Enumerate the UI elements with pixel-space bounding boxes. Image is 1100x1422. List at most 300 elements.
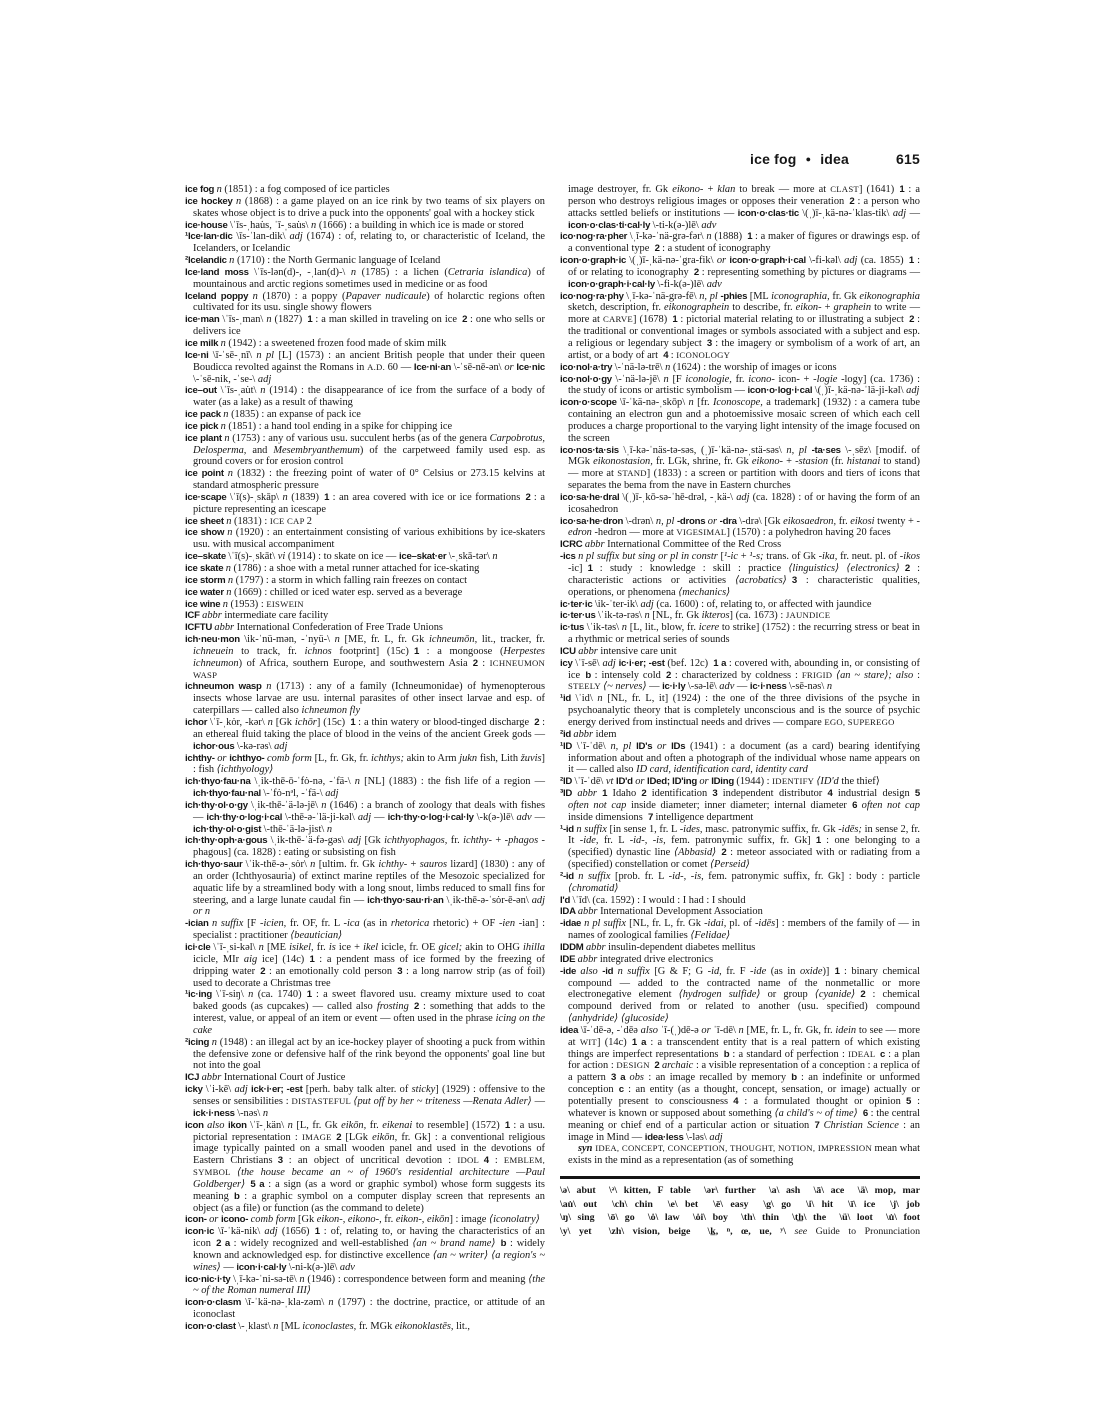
dictionary-entry	[185, 266, 548, 291]
entry-text-segment: ice hockey	[185, 195, 237, 207]
entry-text-segment: ²-id	[560, 870, 579, 882]
right-column	[560, 184, 923, 1333]
entry-text-segment: ichthyo-	[229, 752, 268, 764]
entry-text-segment: : a visible representation of a conception : a replica of a pattern	[568, 1060, 923, 1084]
entry-text-segment: —	[909, 207, 923, 219]
dictionary-entry	[560, 965, 923, 1025]
entry-text-segment: 1	[504, 1119, 514, 1131]
entry-text-segment: 2	[472, 657, 483, 669]
dictionary-entry	[560, 373, 923, 398]
entry-text-segment: ID'd	[616, 776, 636, 788]
entry-text-segment: Herpestes ichneumon	[193, 645, 548, 669]
entry-text-segment: to write — more at	[568, 302, 923, 326]
dictionary-entry	[185, 421, 545, 433]
entry-text-segment: 5	[905, 1095, 918, 1107]
entry-text-segment: ic·i·er; -est	[618, 657, 668, 669]
entry-text-segment: : a thin watery or blood-tinged discharge	[358, 716, 535, 728]
entry-text-segment: [F	[672, 373, 686, 385]
entry-text-segment: ich·thy·ol·o·gist	[193, 823, 264, 835]
entry-text-segment: 2	[654, 243, 663, 255]
entry-text-segment: 1	[672, 314, 681, 326]
entry-text-segment: : a plan for action :	[568, 1048, 923, 1072]
entry-text-segment: icing on the cake	[193, 1013, 548, 1036]
entry-text-segment: ic·i·ness	[749, 681, 789, 693]
entry-text-segment: 60 —	[387, 361, 414, 373]
entry-text-segment: 1	[309, 953, 320, 965]
dictionary-entry	[185, 195, 548, 220]
entry-text-segment: EMBLEM, SYMBOL	[193, 1155, 548, 1178]
entry-text-segment: +	[824, 302, 834, 314]
entry-text-segment: insulin-dependent diabetes mellitus	[608, 942, 756, 953]
entry-text-segment: (ca. 1828) : of or having the form of an icosahedron	[568, 491, 923, 515]
entry-text-segment: \ä\ mop, mar	[857, 1185, 920, 1197]
entry-text-segment: or	[217, 752, 230, 764]
entry-text-segment: \-drən\	[625, 515, 656, 527]
entry-text-segment	[844, 1185, 857, 1196]
entry-text-segment: \ī-ˈkä-nə-ˌkla-zəm\	[245, 1297, 329, 1309]
entry-text-segment: -icien,	[260, 918, 290, 930]
entry-text-segment: International Committee of the Red Cross	[607, 539, 782, 551]
entry-text-segment: ici·cle	[185, 942, 214, 953]
entry-text-segment: 2	[860, 989, 873, 1001]
entry-text-segment: icon-	[185, 1214, 210, 1226]
dictionary-entry	[185, 835, 545, 859]
entry-text-segment: icicle, fr. OE	[381, 942, 439, 953]
running-head	[185, 151, 920, 167]
entry-text-segment: [ME	[266, 942, 290, 953]
dictionary-entry	[560, 539, 920, 551]
dictionary-entry	[185, 859, 548, 918]
entry-text-segment: \-ˈnä-lə-trē\	[614, 361, 666, 373]
entry-text-segment: ] (1678)	[632, 314, 673, 326]
entry-text-segment: IDed; ID'ing	[647, 776, 700, 788]
entry-text-segment: Idaho	[612, 788, 642, 800]
entry-text-segment	[635, 1212, 648, 1223]
entry-text-segment: ¹id	[560, 693, 576, 705]
entry-text-segment	[873, 1212, 886, 1223]
entry-text-segment: : the central meaning or chief end of a particular action or situation	[568, 1107, 923, 1131]
entry-text-segment: n	[826, 681, 833, 693]
entry-text-segment: -phagos	[504, 835, 542, 847]
entry-text-segment: ⟨hydrogen sulfide⟩	[678, 989, 768, 1001]
entry-text-segment: IDDM	[560, 942, 586, 953]
entry-text-segment: image destroyer, fr. Gk	[568, 184, 673, 195]
entry-text-segment: :	[670, 349, 677, 361]
entry-text-segment: International Confederation of Free Trade Unions	[236, 622, 443, 634]
entry-text-segment: adj	[709, 1131, 723, 1143]
entry-text-segment: STAND	[617, 468, 647, 479]
entry-text-segment: International Development Association	[600, 906, 763, 918]
entry-text-segment: (1624) : the worship of images or icons	[672, 361, 837, 373]
entry-text-segment: 2	[462, 314, 471, 326]
entry-text-segment: (1646) : a branch of zoology that deals with fishes —	[193, 799, 548, 823]
entry-text-segment: (1946) : correspondence between form and meaning	[307, 1273, 529, 1285]
entry-text-segment: vt	[605, 776, 617, 788]
entry-text-segment: -ide,	[579, 835, 604, 847]
entry-text-segment: ] (15c)	[316, 716, 351, 728]
entry-text-segment: ] (ca. 1673) :	[729, 610, 786, 622]
entry-text-segment: 4	[663, 349, 671, 361]
entry-text-segment: \-ni-k(ə-)lē\	[288, 1261, 340, 1273]
entry-text-segment: klan	[717, 184, 740, 195]
entry-text-segment: (1710) : the North Germanic language of Iceland	[236, 255, 441, 267]
entry-text-segment	[597, 1199, 612, 1210]
entry-text-segment: ic·ter·us	[560, 610, 599, 622]
entry-text-segment: ICONOLOGY	[676, 349, 731, 360]
entry-text-segment: icono-	[220, 1214, 251, 1226]
entry-text-segment: ich·thyo·fau·na	[185, 776, 255, 788]
entry-text-segment: frosting	[376, 1001, 414, 1013]
entry-text-segment: [L] (1573) : an ancient British people that under their queen Boudicca revolted against the Romans in	[193, 349, 548, 373]
entry-text-segment: adj	[357, 811, 375, 823]
entry-text-segment: ICHNEUMON WASP	[193, 657, 548, 680]
dictionary-entry	[560, 622, 923, 646]
entry-text-segment: also	[640, 1024, 661, 1036]
entry-text-segment: CLAST	[830, 184, 859, 194]
entry-text-segment: ) of the carpetweed family used esp. as ground covers or for erosion control	[193, 444, 548, 468]
entry-text-segment: \ch\ chin	[611, 1198, 653, 1210]
entry-text-segment: n	[663, 373, 673, 385]
entry-text-segment: ⟨ichthyology⟩	[216, 764, 274, 776]
entry-text-segment: b	[585, 669, 595, 681]
dictionary-entry	[185, 314, 548, 338]
entry-text-segment: n	[248, 989, 258, 1001]
entry-text-segment: : binary chemical compound — added to the contracted name of the nonmetallic or more electronegative element	[568, 965, 923, 1001]
entry-text-segment: ³ID	[560, 788, 578, 800]
entry-text-segment: : something that adds to the interest, value, or appeal of an item or event — often used in the phrase	[193, 1001, 548, 1025]
entry-text-segment: n	[227, 527, 236, 539]
entry-text-segment: eikonostasion,	[593, 456, 656, 468]
entry-text-segment: inside dimensions	[568, 811, 648, 823]
dictionary-entry	[560, 551, 923, 598]
dictionary-entry	[560, 444, 923, 492]
entry-text-segment: [Gk	[297, 1214, 317, 1226]
entry-text-segment: (1666) : a building in which ice is made or stored	[318, 219, 524, 231]
entry-text-segment: icon·o·clas·ti·cal·ly	[568, 219, 653, 231]
entry-text-segment: \ȯ\ law	[647, 1212, 680, 1224]
entry-text-segment: \t͟h\ the	[792, 1212, 827, 1224]
entry-text-segment: \-nəs\	[237, 1107, 263, 1119]
entry-text-segment: \-kə-rəs\	[236, 740, 275, 752]
dictionary-entry	[185, 409, 545, 421]
entry-text-segment: n	[282, 491, 292, 503]
entry-text-segment: ice storm	[185, 574, 228, 586]
dictionary-entry	[560, 693, 923, 729]
dictionary-entry	[560, 516, 920, 540]
dictionary-entry	[185, 385, 548, 409]
entry-text-segment: ⟨anhydride⟩ ⟨glucoside⟩	[568, 1013, 669, 1025]
dictionary-entry	[185, 491, 548, 516]
entry-text-segment: is	[328, 942, 339, 953]
entry-text-segment: 1	[908, 255, 918, 267]
entry-text-segment	[791, 1199, 806, 1210]
entry-text-segment: 1	[414, 645, 427, 657]
entry-text-segment: (bef. 12c)	[667, 657, 714, 669]
entry-text-segment: ] (1929) : offensive to the senses or sensibilities :	[193, 1084, 548, 1107]
entry-text-segment: lit., tracker, fr.	[481, 634, 548, 646]
entry-text-segment: : one who sells or delivers ice	[193, 314, 548, 338]
entry-text-segment: : a person who attacks settled beliefs or institutions —	[568, 195, 923, 219]
entry-text-segment: \(ˌ)ī-ˌkä-nə-ˈklas-tik\	[802, 207, 893, 219]
entry-text-segment: (1851) : a hand tool ending in a spike for chipping ice	[228, 420, 453, 432]
dictionary-entry	[185, 1321, 545, 1333]
entry-text-segment: c	[880, 1048, 889, 1060]
entry-text-segment: n	[216, 184, 225, 195]
entry-text-segment: )]	[822, 965, 835, 977]
entry-text-segment: 2	[666, 669, 675, 681]
entry-text-segment: IDEAL	[848, 1048, 881, 1059]
entry-text-segment: ice–out	[185, 385, 221, 397]
entry-text-segment: [F	[247, 918, 260, 930]
entry-text-segment: : widely known and acknowledged esp. for distinctive excellence	[193, 1238, 548, 1261]
entry-text-segment: to track, fr.	[241, 645, 305, 657]
entry-text-segment: \j\ job	[890, 1198, 921, 1210]
entry-text-segment: fr.	[735, 373, 749, 385]
entry-text-segment: 2	[909, 314, 918, 326]
entry-text-segment: 3	[712, 788, 723, 800]
entry-text-segment: [ML	[280, 1321, 303, 1332]
entry-text-segment: \ˈik-təs\	[586, 622, 622, 634]
entry-text-segment: : an image in Mind —	[568, 1119, 923, 1143]
entry-text-segment: (ca. 1600) : of, relating to, or affected with jaundice	[656, 598, 872, 610]
entry-text-segment: 1	[306, 989, 316, 1001]
entry-text-segment: [G & F; G	[654, 965, 708, 977]
entry-text-segment: 1	[314, 1226, 324, 1238]
entry-text-segment: : a man skilled in traveling on ice	[315, 314, 463, 326]
dictionary-entry	[185, 799, 548, 836]
entry-text-segment: (1914) : the disappearance of ice from the surface of a body of water (as a lake) as a result of thawing	[193, 385, 548, 409]
entry-text-segment: FRIGID	[801, 669, 837, 680]
entry-text-segment: \(ˌ)ī-ˌkä-nə-ˈgra-fik\	[629, 255, 717, 267]
entry-text-segment: ichthy-	[378, 859, 411, 871]
dictionary-entry	[185, 1297, 548, 1321]
entry-text-segment: ikteros	[701, 610, 730, 622]
dictionary-entry	[560, 729, 920, 741]
entry-text-segment: 1	[324, 491, 333, 503]
entry-text-segment: fr. LGk, shrine, fr. Gk	[655, 456, 752, 468]
entry-text-segment: IDENTIFY	[772, 776, 817, 787]
guide-word-first: ice fog	[750, 151, 797, 167]
entry-text-segment: comb form	[267, 752, 315, 764]
entry-text-segment: abbr	[578, 645, 601, 657]
entry-text-segment: and	[252, 444, 274, 456]
entry-text-segment: ] : fish	[193, 752, 548, 776]
entry-text-segment: abbr	[577, 788, 603, 800]
entry-text-segment: \-ˈfȯ-nᵊl, -ˈfä-\	[263, 788, 326, 800]
entry-text-segment: icon·o·clast	[185, 1321, 239, 1332]
entry-text-segment: fr. F	[726, 965, 751, 977]
entry-text-segment: -idae	[560, 918, 585, 930]
entry-text-segment: ice plant	[185, 432, 225, 444]
entry-text-segment: [perh. baby talk alter. of	[305, 1084, 412, 1096]
entry-text-segment: DISTASTEFUL	[291, 1095, 354, 1106]
entry-text-segment: footprint] (15c)	[339, 645, 415, 657]
entry-text-segment: \-ˌklast\	[238, 1321, 274, 1332]
dictionary-entry	[560, 870, 923, 895]
entry-text-segment: 3	[706, 337, 716, 349]
entry-text-segment: -ikos	[899, 551, 923, 563]
entry-text-segment: \-drə\ [Gk	[739, 515, 784, 527]
entry-text-segment: ²icing	[185, 1036, 212, 1048]
entry-text-segment: 5	[914, 788, 923, 800]
entry-text-segment: n suffix	[212, 918, 248, 930]
dictionary-entry	[185, 599, 545, 611]
entry-text-segment: n	[262, 1107, 269, 1119]
dictionary-entry	[185, 349, 548, 386]
entry-text-segment: graphein	[833, 302, 875, 314]
entry-text-segment: eikosi	[850, 515, 878, 527]
entry-text-segment: also	[207, 1119, 228, 1131]
entry-text-segment: EGO, SUPEREGO	[824, 716, 895, 727]
entry-text-segment: fr. Gk] : a conventional religious image typically painted on a small wooden panel and used in the devotions of Eastern Christians	[193, 1131, 548, 1167]
entry-text-segment: ICF	[185, 610, 203, 622]
entry-text-segment: : an area covered with ice or ice formations	[332, 491, 526, 503]
entry-text-segment: \ˈī-sē\	[575, 657, 603, 669]
entry-text-segment: \zh\ vision, beige	[608, 1225, 691, 1237]
dictionary-entry	[560, 255, 923, 291]
entry-text-segment: : an emotionally cold person	[268, 965, 398, 977]
dictionary-entry	[560, 397, 923, 444]
entry-text-segment: I'd	[560, 894, 573, 906]
entry-text-segment: \ŋ\ sing	[560, 1212, 595, 1224]
entry-text-segment: n	[287, 1119, 297, 1131]
entry-text-segment: \ˈī(s)-ˌskāt\	[228, 551, 278, 563]
entry-text-segment: -logie	[813, 373, 842, 385]
entry-text-segment: n	[738, 1024, 747, 1036]
entry-text-segment: -id-, -is,	[629, 835, 672, 847]
entry-text-segment: : an indefinite or unformed conception	[568, 1072, 923, 1096]
entry-text-segment: : the traditional or conventional images or symbols associated with a subject and esp. a religious or legendary subject	[568, 314, 923, 349]
entry-text-segment: icon- +	[778, 373, 814, 385]
entry-text-segment: (1941) : a document (as a card) bearing identifying information about and often a photograph of the individual whose name appears on it — called also	[568, 740, 923, 776]
entry-text-segment: DESIGN	[616, 1060, 655, 1071]
text-columns	[185, 184, 923, 1333]
entry-text-segment: +	[707, 184, 718, 195]
entry-text-segment: adj	[289, 231, 307, 243]
entry-text-segment: eikon-, eikōn	[395, 1214, 450, 1226]
entry-text-segment: ICU	[560, 645, 579, 657]
entry-text-segment: -logy] (ca. 1736) : the study of icons or artistic symbolism —	[568, 373, 923, 397]
entry-text-segment: ⟨an ~ writer⟩ ⟨a region's ~ wines⟩	[193, 1249, 548, 1273]
entry-text-segment: -ic]	[568, 563, 588, 574]
entry-text-segment: \ȯi\ boy	[692, 1212, 728, 1224]
entry-text-segment: iconographia,	[771, 290, 833, 302]
entry-text-segment: or group	[767, 989, 815, 1001]
entry-text-segment: 2 a	[216, 1238, 234, 1250]
entry-text-segment: comb form	[250, 1214, 298, 1226]
entry-text-segment: ) of mountainous and arctic regions sometimes used in medicine or as food	[193, 266, 548, 290]
entry-text-segment: or	[209, 1214, 221, 1226]
entry-text-segment: (1797) : the doctrine, practice, or attitude of an iconoclast	[193, 1297, 548, 1321]
entry-text-segment: \ˌī-kə-ˈnä-grə-fər\	[629, 231, 707, 243]
entry-text-segment: IDs	[671, 740, 690, 752]
dictionary-entry	[560, 895, 920, 907]
entry-text-segment: ⟨a child's ~ of time⟩	[774, 1107, 863, 1119]
dictionary-entry	[185, 610, 545, 622]
entry-text-segment: ice·man	[185, 314, 223, 326]
entry-text-segment: n	[273, 1321, 281, 1332]
dictionary-entry	[560, 942, 920, 954]
entry-text-segment: archaic	[661, 1060, 696, 1072]
entry-text-segment: 2	[525, 491, 534, 503]
entry-text-segment: ice point	[185, 468, 228, 480]
entry-text-segment: ice milk	[185, 337, 221, 349]
entry-text-segment: ID's	[636, 740, 657, 752]
entry-text-segment: fr.	[838, 515, 851, 527]
entry-text-segment: n	[258, 942, 267, 953]
dictionary-entry	[185, 338, 545, 350]
entry-text-segment: icon·o·graph·i·cal	[729, 255, 810, 267]
dictionary-entry	[560, 1143, 923, 1167]
entry-text-segment: ichneumōn,	[428, 634, 482, 646]
entry-text-segment: icon·o·graph·ic	[560, 255, 630, 267]
entry-text-segment: often not cap	[568, 799, 631, 811]
entry-text-segment: \ā\ ace	[813, 1185, 845, 1197]
entry-text-segment: ichthyophagos,	[384, 835, 451, 847]
entry-text-segment: fr.	[450, 835, 464, 847]
entry-text-segment: ich·thyo·saur	[185, 859, 246, 871]
entry-text-segment: (1753) : any of various usu. succulent herbs (as of the genera	[232, 432, 490, 444]
pronunciation-guide-line	[560, 1211, 920, 1225]
entry-text-segment: eikosaedron,	[783, 515, 839, 527]
entry-text-segment: n	[311, 219, 319, 231]
entry-text-segment: ²id	[560, 728, 574, 740]
entry-text-segment: trans. of Gk	[766, 551, 819, 563]
entry-text-segment: icon·o·log·i·cal	[747, 385, 815, 397]
entry-text-segment: : an image recalled by memory	[648, 1072, 792, 1084]
entry-text-segment: ¹-ic	[723, 551, 741, 563]
entry-text-segment: n	[229, 255, 237, 267]
entry-text-segment: IDE	[560, 953, 578, 965]
entry-text-segment: 2	[260, 965, 269, 977]
entry-text-segment: eikonographia	[859, 290, 923, 302]
entry-text-segment: 6	[852, 799, 862, 811]
entry-text-segment: ico·nog·ra·pher	[560, 231, 630, 243]
entry-text-segment: (ca. 1855)	[860, 255, 909, 267]
entry-text-segment: gicel;	[438, 942, 466, 953]
entry-text-segment: lit.,	[456, 1321, 470, 1332]
entry-text-segment: \ˌik-thē-ˈä-lə-jē\	[251, 799, 322, 811]
entry-text-segment: Ice·ni·an	[413, 361, 454, 373]
entry-text-segment: \ī-ˈdē-ə, -ˈdēə	[580, 1024, 641, 1036]
entry-text-segment: \a\ ash	[768, 1185, 801, 1197]
entry-text-segment: n	[621, 622, 630, 634]
entry-text-segment: ice fog	[185, 184, 217, 195]
entry-text-segment: ico·nol·o·gy	[560, 373, 616, 385]
entry-text-segment: (1835) : an expanse of pack ice	[231, 409, 361, 421]
entry-text-segment: n, pl	[786, 444, 812, 456]
entry-text-segment: eikōn,	[341, 1119, 370, 1131]
entry-text-segment: fem. patronymic suffix, fr. Gk]	[671, 835, 816, 847]
entry-text-segment: \ī\ ice	[848, 1198, 876, 1210]
dictionary-entry	[560, 823, 923, 871]
entry-text-segment: \ˌik-thē-ō-ˈfȯ-nə, -ˈfä-\	[254, 776, 355, 788]
entry-text-segment: (1868) : a game played on an ice rink by two teams of six players on skates whose object is to drive a puck into the opponents' goal with a hockey stick	[193, 195, 548, 219]
entry-text-segment: EISWEIN	[266, 598, 304, 609]
entry-text-segment: industrial design	[837, 788, 915, 800]
entry-text-segment: —	[223, 1261, 237, 1273]
entry-text-segment: \ˈīs-lən(d)-, -ˌlan(d)-\	[254, 266, 351, 278]
entry-text-segment: ice water	[185, 586, 227, 598]
pronunciation-guide-line	[560, 1225, 920, 1239]
entry-text-segment: [NL, fr. Gk	[652, 610, 702, 622]
entry-text-segment: ich·thy·o·log·i·cal	[206, 811, 285, 823]
left-column	[185, 184, 548, 1333]
entry-text-segment: -ide	[750, 965, 771, 977]
entry-text-segment: [ultim. fr. Gk	[318, 859, 379, 871]
entry-text-segment: [ME, fr. L, fr. Gk, fr.	[746, 1024, 836, 1036]
entry-text-segment: abbr	[201, 1072, 224, 1084]
